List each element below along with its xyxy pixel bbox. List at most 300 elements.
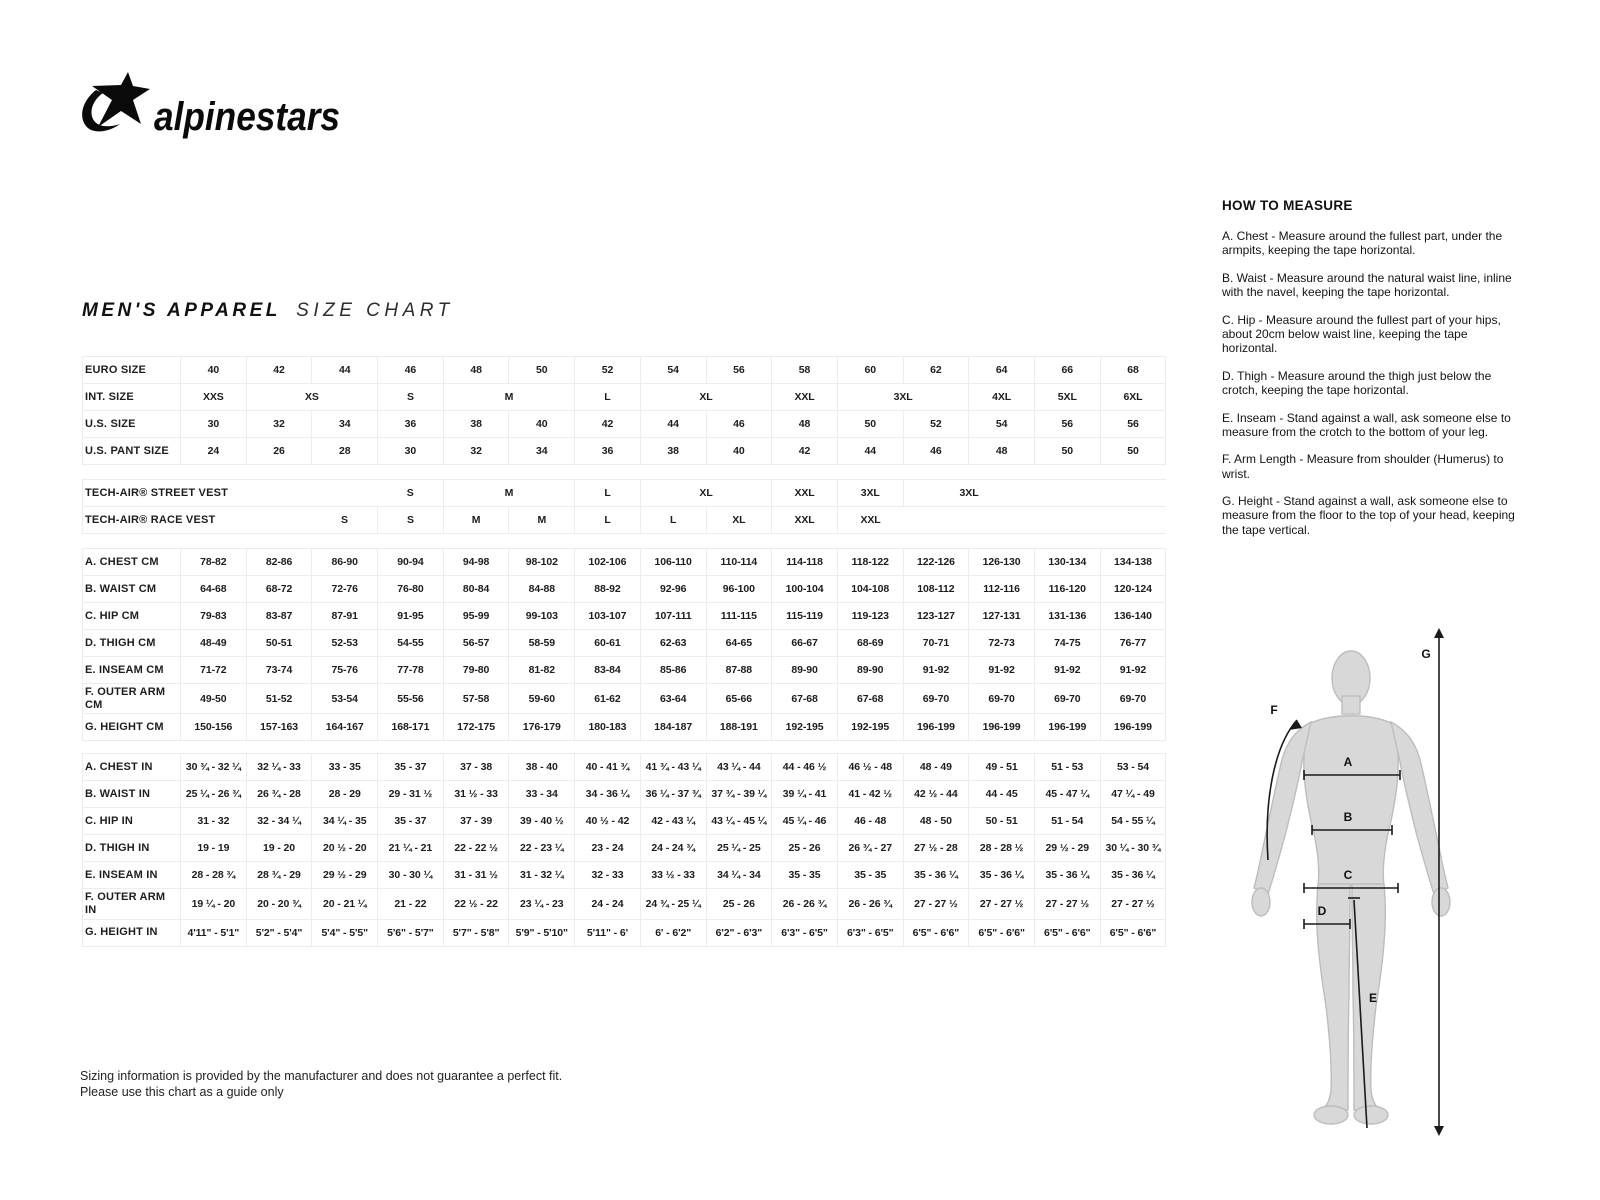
size-cell: 35 - 37 [378,754,444,781]
size-cell: XXL [772,384,838,411]
label-hip-c: C [1343,868,1353,882]
size-cell: 3XL [837,480,903,507]
size-cell: 91-95 [378,603,444,630]
size-cell: XL [640,384,771,411]
size-cell: 28 - 28 ½ [969,835,1035,862]
size-cell: 40 ½ - 42 [575,808,641,835]
size-cell: 74-75 [1034,630,1100,657]
size-cell: 44 - 45 [969,781,1035,808]
label-inseam-e: E [1368,991,1378,1005]
row-label: U.S. PANT SIZE [83,438,181,465]
size-cell: 25 ¼ - 26 ¾ [181,781,247,808]
size-cell: 196-199 [1100,714,1166,741]
size-cell: 87-91 [312,603,378,630]
size-cell: 116-120 [1034,576,1100,603]
size-cell: 192-195 [772,714,838,741]
size-cell: 51 - 54 [1034,808,1100,835]
size-cell: 5'4" - 5'5" [312,919,378,946]
size-cell: 45 - 47 ¼ [1034,781,1100,808]
row-label: U.S. SIZE [83,411,181,438]
measure-instruction-arm: F. Arm Length - Measure from shoulder (Humerus) to wrist. [1222,452,1504,481]
table-row [83,862,1166,889]
size-cell: 25 - 26 [772,835,838,862]
size-conversion-table [82,356,1166,465]
size-cell: 41 - 42 ½ [837,781,903,808]
how-to-measure-panel [1222,198,1522,550]
table-row [83,808,1166,835]
size-cell: 26 [246,438,312,465]
size-cell: 77-78 [378,657,444,684]
row-label: TECH-AIR® RACE VEST [83,507,181,534]
size-cell: 188-191 [706,714,772,741]
size-cell: 20 - 21 ¼ [312,889,378,919]
table-row [83,357,1166,384]
size-cell: 65-66 [706,684,772,714]
size-cell: 58-59 [509,630,575,657]
size-cell: 50 [1034,438,1100,465]
page-title-primary: MEN'S APPAREL [82,300,281,321]
size-cell: 54 - 55 ¼ [1100,808,1166,835]
size-cell: 27 - 27 ½ [1100,889,1166,919]
size-cell: 23 - 24 [575,835,641,862]
size-cell: 44 [640,411,706,438]
size-cell: XS [246,384,377,411]
size-cell: 69-70 [1100,684,1166,714]
size-cell: 34 [509,438,575,465]
size-cell: 36 [575,438,641,465]
size-cell: 6' - 6'2" [640,919,706,946]
table-row [83,754,1166,781]
size-cell: 60-61 [575,630,641,657]
size-cell: 86-90 [312,549,378,576]
size-cell: 51 - 53 [1034,754,1100,781]
size-cell: 42 - 43 ¼ [640,808,706,835]
logo-wordmark: alpinestars [154,95,340,139]
label-waist-b: B [1343,810,1353,824]
size-cell: 68-72 [246,576,312,603]
size-cell: 192-195 [837,714,903,741]
size-cell: 46 [903,438,969,465]
size-cell: 29 ½ - 29 [312,862,378,889]
size-cell: 19 - 19 [181,835,247,862]
size-cell: 30 ¾ - 32 ¼ [181,754,247,781]
table-row [83,576,1166,603]
row-label: A. CHEST CM [83,549,181,576]
size-cell: 46 - 48 [837,808,903,835]
size-cell: 34 - 36 ¼ [575,781,641,808]
size-cell: 40 [706,438,772,465]
size-cell: 79-80 [443,657,509,684]
size-cell: 48-49 [181,630,247,657]
size-cell: 34 [312,411,378,438]
size-cell: 38 [640,438,706,465]
label-chest-a: A [1343,755,1353,769]
size-cell: 36 [378,411,444,438]
size-cell: 29 ½ - 29 [1034,835,1100,862]
size-cell: 39 ¼ - 41 [772,781,838,808]
row-label: D. THIGH IN [83,835,181,862]
size-cell: 56-57 [443,630,509,657]
table-row [83,781,1166,808]
size-cell: 23 ¼ - 23 [509,889,575,919]
size-cell: 54-55 [378,630,444,657]
size-cell: 37 - 39 [443,808,509,835]
size-cell: 40 - 41 ¾ [575,754,641,781]
size-cell: 176-179 [509,714,575,741]
size-cell: 28 - 28 ¾ [181,862,247,889]
size-cell [903,507,1166,534]
size-cell: 40 [181,357,247,384]
size-cell: 75-76 [312,657,378,684]
size-cell: 42 [246,357,312,384]
size-cell: 6'5" - 6'6" [1034,919,1100,946]
size-cell: XL [706,507,772,534]
size-cell: 5'7" - 5'8" [443,919,509,946]
size-cell: 89-90 [837,657,903,684]
size-cell: 28 - 29 [312,781,378,808]
star-icon [92,72,150,127]
page-title [82,300,454,322]
size-cell: 106-110 [640,549,706,576]
size-cell: 4'11" - 5'1" [181,919,247,946]
size-cell: 32 ¼ - 33 [246,754,312,781]
size-cell: 196-199 [903,714,969,741]
size-cell: 6'5" - 6'6" [903,919,969,946]
size-cell: L [575,384,641,411]
label-height-g: G [1421,647,1431,661]
size-cell: 72-73 [969,630,1035,657]
table-row [83,507,1166,534]
size-cell: 34 ¼ - 34 [706,862,772,889]
size-cell: 45 ¼ - 46 [772,808,838,835]
table-row [83,411,1166,438]
size-cell: 39 - 40 ½ [509,808,575,835]
size-cell: 76-77 [1100,630,1166,657]
size-cell: 50 - 51 [969,808,1035,835]
size-cell: 3XL [837,384,968,411]
size-cell: 31 - 32 [181,808,247,835]
size-cell: 35 - 36 ¼ [1100,862,1166,889]
size-cell: 4XL [969,384,1035,411]
size-cell: 91-92 [969,657,1035,684]
size-cell: S [312,507,378,534]
size-cell: 44 [312,357,378,384]
size-cell: 5'6" - 5'7" [378,919,444,946]
size-cell: 50 [837,411,903,438]
size-cell: 104-108 [837,576,903,603]
size-cell: 33 - 35 [312,754,378,781]
size-cell: 32 - 34 ¼ [246,808,312,835]
row-label: C. HIP IN [83,808,181,835]
table-row [83,603,1166,630]
size-cell: 66-67 [772,630,838,657]
size-cell: 24 [181,438,247,465]
size-cell: 100-104 [772,576,838,603]
size-cell: 57-58 [443,684,509,714]
row-label: B. WAIST CM [83,576,181,603]
measure-instruction-inseam: E. Inseam - Stand against a wall, ask someone else to measure from the crotch to the bottom of your leg. [1222,410,1511,439]
size-cell: 6XL [1100,384,1166,411]
size-cell: 102-106 [575,549,641,576]
size-cell: 58 [772,357,838,384]
size-cell: 82-86 [246,549,312,576]
label-thigh-d: D [1317,904,1327,918]
size-cell: 95-99 [443,603,509,630]
size-cell: 46 [706,411,772,438]
size-cell: 130-134 [1034,549,1100,576]
size-cell: 68-69 [837,630,903,657]
row-label: EURO SIZE [83,357,181,384]
measurements-cm-table [82,548,1166,741]
size-cell: 44 - 46 ½ [772,754,838,781]
size-cell: L [575,480,641,507]
table-row [83,480,1166,507]
size-cell: 98-102 [509,549,575,576]
size-cell: 84-88 [509,576,575,603]
size-cell: 35 - 36 ¼ [969,862,1035,889]
size-cell: 69-70 [969,684,1035,714]
size-cell: 134-138 [1100,549,1166,576]
size-cell: 54 [969,411,1035,438]
size-cell: 172-175 [443,714,509,741]
size-cell: XXL [772,507,838,534]
size-cell: 30 - 30 ¼ [378,862,444,889]
size-cell: 56 [706,357,772,384]
size-cell: 46 [378,357,444,384]
size-cell: 24 - 24 ¾ [640,835,706,862]
size-cell: 85-86 [640,657,706,684]
size-cell: 31 - 31 ½ [443,862,509,889]
size-cell: 168-171 [378,714,444,741]
size-cell: 111-115 [706,603,772,630]
size-cell: 119-123 [837,603,903,630]
size-cell: 32 [246,411,312,438]
size-cell: 56 [1100,411,1166,438]
size-cell: 40 [509,411,575,438]
table-row [83,384,1166,411]
how-to-measure-title: HOW TO MEASURE [1222,198,1353,213]
size-cell: 5XL [1034,384,1100,411]
size-cell: 35 - 36 ¼ [903,862,969,889]
row-label: E. INSEAM IN [83,862,181,889]
size-cell: 35 - 35 [837,862,903,889]
row-label: TECH-AIR® STREET VEST [83,480,181,507]
size-cell: 24 ¾ - 25 ¼ [640,889,706,919]
size-cell: 43 ¼ - 45 ¼ [706,808,772,835]
size-cell: 72-76 [312,576,378,603]
size-cell: XXL [772,480,838,507]
size-cell: M [443,480,574,507]
body-measurement-diagram [1236,616,1556,1136]
size-cell: 37 - 38 [443,754,509,781]
size-cell: 26 - 26 ¾ [772,889,838,919]
size-cell: 94-98 [443,549,509,576]
size-cell: 46 ½ - 48 [837,754,903,781]
page-title-secondary: SIZE CHART [296,300,454,321]
size-cell: 112-116 [969,576,1035,603]
table-row [83,438,1166,465]
size-cell: 122-126 [903,549,969,576]
size-cell: 33 - 34 [509,781,575,808]
size-cell: 30 [378,438,444,465]
size-cell: 103-107 [575,603,641,630]
measure-instruction-height: G. Height - Stand against a wall, ask someone else to measure from the floor to the top of your head, keeping the tape vertical. [1222,494,1515,537]
table-row [83,835,1166,862]
table-row [83,630,1166,657]
size-cell: 89-90 [772,657,838,684]
size-cell: 25 ¼ - 25 [706,835,772,862]
size-cell: 96-100 [706,576,772,603]
size-cell: 48 [443,357,509,384]
row-label: F. OUTER ARM IN [83,889,181,919]
row-label: F. OUTER ARM CM [83,684,181,714]
size-cell: 123-127 [903,603,969,630]
measurement-figure [1236,616,1556,1136]
size-cell: 62 [903,357,969,384]
size-cell: 3XL [903,480,1034,507]
size-cell: 32 [443,438,509,465]
disclaimer-line-2: Please use this chart as a guide only [80,1085,284,1100]
size-cell: 63-64 [640,684,706,714]
size-cell: S [378,384,444,411]
size-cell: 6'5" - 6'6" [1100,919,1166,946]
size-cell: 19 - 20 [246,835,312,862]
size-cell: 27 ½ - 28 [903,835,969,862]
size-cell: 19 ¼ - 20 [181,889,247,919]
size-cell: 76-80 [378,576,444,603]
table-row [83,684,1166,714]
size-cell: 32 - 33 [575,862,641,889]
size-cell: 108-112 [903,576,969,603]
size-cell: 59-60 [509,684,575,714]
size-cell: 29 - 31 ½ [378,781,444,808]
size-cell: 62-63 [640,630,706,657]
row-label: INT. SIZE [83,384,181,411]
row-label: D. THIGH CM [83,630,181,657]
size-cell: 91-92 [1100,657,1166,684]
size-cell: 87-88 [706,657,772,684]
size-cell: 64 [969,357,1035,384]
size-cell: 22 ½ - 22 [443,889,509,919]
size-cell: 35 - 35 [772,862,838,889]
size-cell: 67-68 [837,684,903,714]
disclaimer [80,1068,562,1101]
size-cell: 68 [1100,357,1166,384]
size-cell: 47 ¼ - 49 [1100,781,1166,808]
size-cell: 5'2" - 5'4" [246,919,312,946]
size-cell: 79-83 [181,603,247,630]
row-label: C. HIP CM [83,603,181,630]
size-cell: 43 ¼ - 44 [706,754,772,781]
size-cell: 20 ½ - 20 [312,835,378,862]
size-cell: 38 [443,411,509,438]
row-label: B. WAIST IN [83,781,181,808]
size-cell: 24 - 24 [575,889,641,919]
size-cell: 92-96 [640,576,706,603]
size-cell: 6'2" - 6'3" [706,919,772,946]
size-cell: 38 - 40 [509,754,575,781]
size-cell: 127-131 [969,603,1035,630]
table-row [83,657,1166,684]
size-cell: 48 [969,438,1035,465]
size-cell: 44 [837,438,903,465]
size-cell: M [443,384,574,411]
size-cell: 56 [1034,411,1100,438]
row-label: G. HEIGHT CM [83,714,181,741]
size-cell: 67-68 [772,684,838,714]
size-cell: 64-65 [706,630,772,657]
size-cell: XXL [837,507,903,534]
size-cell: XL [640,480,771,507]
size-cell: 88-92 [575,576,641,603]
size-cell: 33 ½ - 33 [640,862,706,889]
size-cell: 27 - 27 ½ [969,889,1035,919]
size-cell: 53-54 [312,684,378,714]
table-row [83,919,1166,946]
size-cell: 50 [509,357,575,384]
size-cell: 69-70 [1034,684,1100,714]
disclaimer-line-1: Sizing information is provided by the manufacturer and does not guarantee a perfect fit. [80,1069,563,1083]
size-cell: 114-118 [772,549,838,576]
size-cell: 51-52 [246,684,312,714]
size-cell: 21 - 22 [378,889,444,919]
size-cell: 31 ½ - 33 [443,781,509,808]
size-cell: 180-183 [575,714,641,741]
size-cell: XXS [181,384,247,411]
size-cell: 6'5" - 6'6" [969,919,1035,946]
size-cell: 41 ¾ - 43 ¼ [640,754,706,781]
size-cell: 52 [575,357,641,384]
size-cell: 61-62 [575,684,641,714]
size-cell: 6'3" - 6'5" [772,919,838,946]
size-cell: S [378,507,444,534]
size-cell: 52-53 [312,630,378,657]
size-cell: 50-51 [246,630,312,657]
size-cell: 73-74 [246,657,312,684]
size-cell: M [443,507,509,534]
size-cell: 20 - 20 ¾ [246,889,312,919]
size-cell: 37 ¾ - 39 ¼ [706,781,772,808]
size-cell: 60 [837,357,903,384]
size-cell: 66 [1034,357,1100,384]
size-cell: 35 - 37 [378,808,444,835]
size-cell: 91-92 [1034,657,1100,684]
tech-air-vest-table [82,479,1166,534]
measure-instruction-thigh: D. Thigh - Measure around the thigh just below the crotch, keeping the tape horizontal. [1222,368,1492,398]
size-cell: 48 - 49 [903,754,969,781]
size-cell: 52 [903,411,969,438]
size-cell: 26 ¾ - 27 [837,835,903,862]
measure-instruction-hip: C. Hip - Measure around the fullest part of your hips, about 20cm below waist line, keeping the tape horizontal. [1222,312,1501,356]
size-cell: L [575,507,641,534]
label-arm-f: F [1270,703,1278,717]
alpinestars-logo-graphic [80,72,348,146]
row-label: A. CHEST IN [83,754,181,781]
size-cell: 48 [772,411,838,438]
size-cell: 25 - 26 [706,889,772,919]
size-cell: 91-92 [903,657,969,684]
size-cell: 184-187 [640,714,706,741]
size-cell: 164-167 [312,714,378,741]
size-cell [1034,480,1165,507]
size-cell: 31 - 32 ¼ [509,862,575,889]
size-cell: L [640,507,706,534]
size-cell: 150-156 [181,714,247,741]
size-cell: 27 - 27 ½ [1034,889,1100,919]
size-cell: 42 [772,438,838,465]
size-cell: 196-199 [969,714,1035,741]
size-cell: 42 [575,411,641,438]
